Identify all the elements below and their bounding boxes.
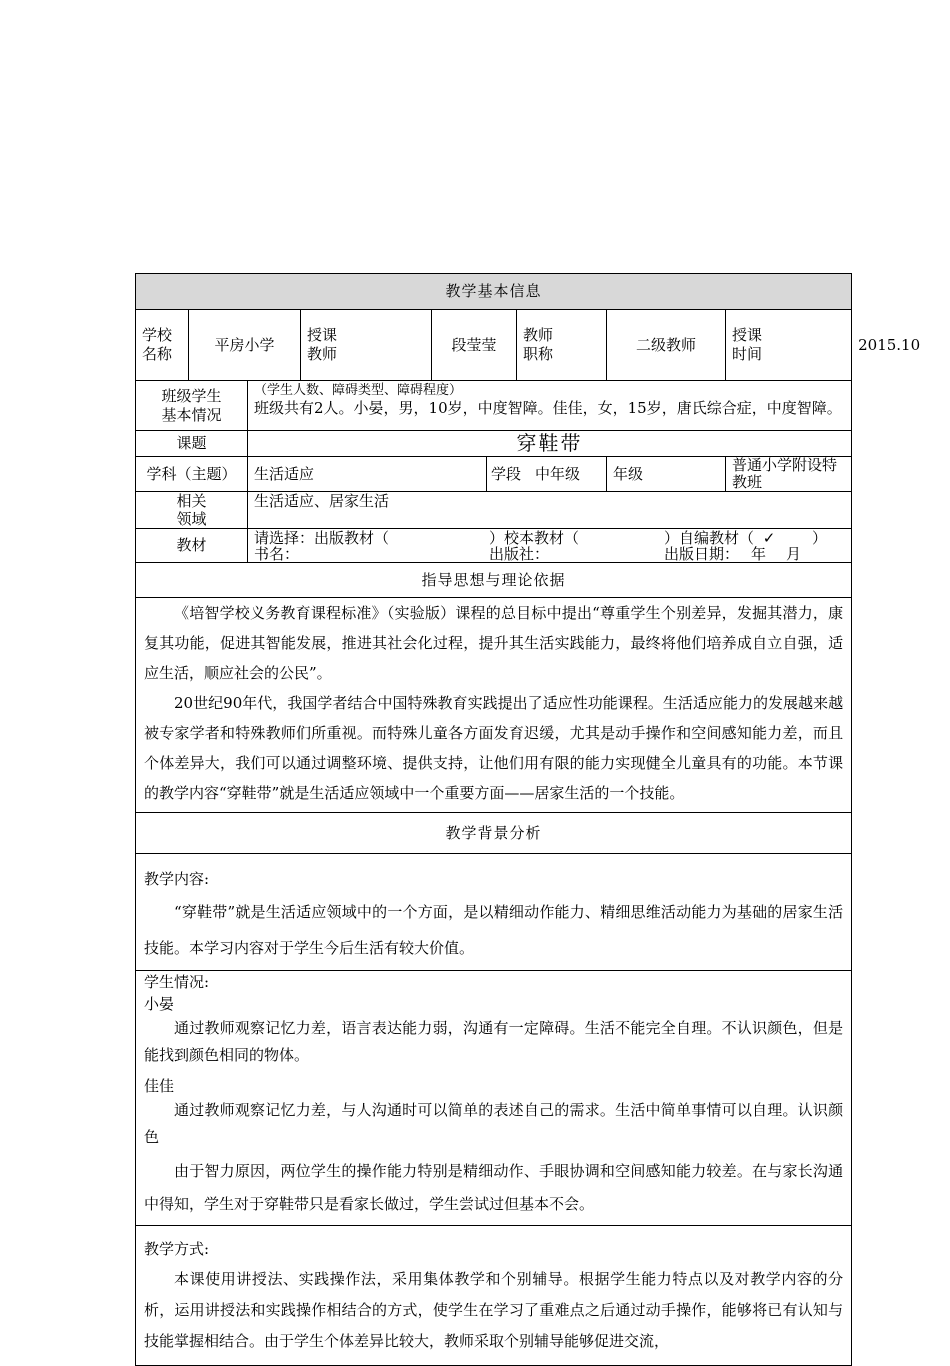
lesson-plan-sheet (135, 273, 921, 1366)
material-book-name: 书名： (254, 545, 300, 563)
material-published: 请选择：出版教材（ (254, 529, 390, 547)
teaching-content-label: 教学内容: (144, 870, 210, 888)
teaching-content-block (136, 854, 852, 971)
material-date: 出版日期： (664, 545, 740, 563)
school-value: 平房小学 (189, 310, 301, 381)
section-header-background: 教学背景分析 (136, 813, 852, 854)
subject-label: 学科（主题） (136, 457, 248, 492)
teaching-content-text: “穿鞋带”就是生活适应领域中的一个方面，是以精细动作能力、精细思维活动能力为基础的居家生活技能。本学习内容对于学生今后生活有较大价值。 (144, 903, 844, 957)
teacher-title-value: 二级教师 (607, 310, 726, 381)
grade-value: 普通小学附设特教班 (726, 457, 852, 492)
class-info-label: 班级学生 基本情况 (136, 381, 248, 431)
teaching-method-label: 教学方式: (144, 1240, 210, 1258)
material-check-icon: ✓ (762, 529, 776, 547)
class-info-text: 班级共有2人。小晏，男，10岁，中度智障。佳佳，女，15岁，唐氏综合症，中度智障。 (254, 399, 842, 418)
material-school: ）校本教材（ (489, 529, 580, 547)
domain-label: 相关 领域 (136, 492, 248, 529)
teacher-label: 授课 教师 (301, 310, 432, 381)
students-block (136, 971, 852, 1226)
time-label: 授课 时间 (726, 310, 852, 381)
student-1-text: 通过教师观察记忆力差，语言表达能力弱，沟通有一定障碍。生活不能完全自理。不认识颜色，但是能找到颜色相同的物体。 (144, 1019, 844, 1064)
section-header-basic-info: 教学基本信息 (136, 274, 852, 310)
section-header-guidance: 指导思想与理论依据 (136, 563, 852, 598)
topic-label: 课题 (136, 431, 248, 457)
student-1-name: 小晏 (144, 995, 175, 1013)
class-info-value (248, 381, 852, 431)
guidance-paragraph-1: 《培智学校义务教育课程标准》（实验版）课程的总目标中提出“尊重学生个别差异，发掘其潜力，康复其功能，促进其智能发展，推进其社会化过程，提升其生活实践能力，最终将他们培养成自立自强，适应生活，顺应社会的公民”。 (144, 604, 844, 682)
guidance-content (136, 598, 852, 813)
material-publisher: 出版社： (489, 545, 550, 563)
material-self: ）自编教材（ (664, 529, 755, 547)
stage-label: 学段 (491, 464, 522, 483)
students-summary: 由于智力原因，两位学生的操作能力特别是精细动作、手眼协调和空间感知能力较差。在与家长沟通中得知，学生对于穿鞋带只是看家长做过，学生尝试过但基本不会。 (144, 1162, 844, 1213)
teacher-value: 段莹莹 (432, 310, 517, 381)
student-2-text: 通过教师观察记忆力差，与人沟通时可以简单的表述自己的需求。生活中简单事情可以自理。认识颜色 (144, 1101, 844, 1146)
teaching-method-block (136, 1226, 852, 1366)
teaching-method-text: 本课使用讲授法、实践操作法，采用集体教学和个别辅导。根据学生能力特点以及对教学内容的分析，运用讲授法和实践操作相结合的方式，使学生在学习了重难点之后通过动手操作，能够将已有认知与技能掌握相结合。由于学生个体差异比较大，教师采取个别辅导能够促进交流， (144, 1270, 844, 1350)
school-label: 学校 名称 (136, 310, 189, 381)
basic-info-table: 教学基本信息 学校 名称 平房小学 授课 教师 段莹莹 教师 职称 二级教师 授课 时间 2015.10 班级学生 基本情况 （学生人数、障碍类型、障碍程度） 班级共有2人。小晏，男，10岁，中度智障。佳佳，女，15岁，唐氏综合症，中度智障。 课题 穿鞋带 学科（主题） 生活适应 学段 中年级 年级 普通小学附设特教班 相关 领域 生活适应、居家生活 教材 请选择：出版教材（ ）校本教材（ ）自编教材（ ✓ ） 书名： 出版社： 出版日期： 年 月 指导思想与理论依据 《培智学校义务教育课程标准》（实验版）课程的总目标中提出“尊重学生个别差异，发掘其潜力，康复其功能，促进其智能发展，推进其社会化过程，提升其生活实践能力，最终将他们培养成自立自强，适应生活，顺应社会的公民”。 20世纪90年代，我国学者结合中国特殊教育实践提出了适应性功能课程。生活适应能力的发展越来越被专家学者和特殊教师们所重视。而特殊儿童各方面发育迟缓，尤其是动手操作和空间感知能力差，而且个体差异大，我们可以通过调整环境、提供支持，让他们用有限的能力实现健全儿童具有的功能。本节课的教学内容“穿鞋带”就是生活适应领域中一个重要方面——居家生活的一个技能。 教学背景分析 教学内容: “穿鞋带”就是生活适应领域中的一个方面，是以精细动作能力、精细思维活动能力为基础的居家生活技能。本学习内容对于学生今后生活有较大价值。 学生情况: 小晏 通过教师观察记忆力差，语言表达能力弱，沟通有一定障碍。生活不能完全自理。不认识颜色，但是能找到颜色相同的物体。 佳佳 通过教师观察记忆力差，与人沟通时可以简单的表述自己的需求。生活中简单事情可以自理。认识颜色 由于智力原因，两位学生的操作能力特别是精细动作、手眼协调和空间感知能力较差。在与家长沟通中得知，学生对于穿鞋带只是看家长做过，学生尝试过但基本不会。 教学方式: 本课使用讲授法、实践操作法，采用集体教学和个别辅导。根据学生能力特点以及对教学内容的分析，运用讲授法和实践操作相结合的方式，使学生在学习了重难点之后通过动手操作，能够将已有认知与技能掌握相结合。由于学生个体差异比较大，教师采取个别辅导能够促进交流， (135, 273, 852, 1366)
subject-value: 生活适应 (248, 457, 487, 492)
grade-label: 年级 (607, 457, 726, 492)
students-label: 学生情况: (144, 973, 210, 991)
material-label: 教材 (136, 529, 248, 563)
teacher-title-label: 教师 职称 (517, 310, 607, 381)
domain-value: 生活适应、居家生活 (248, 492, 852, 529)
guidance-paragraph-2: 20世纪90年代，我国学者结合中国特殊教育实践提出了适应性功能课程。生活适应能力的发展越来越被专家学者和特殊教师们所重视。而特殊儿童各方面发育迟缓，尤其是动手操作和空间感知能力差，而且个体差异大，我们可以通过调整环境、提供支持，让他们用有限的能力实现健全儿童具有的功能。本节课的教学内容“穿鞋带”就是生活适应领域中一个重要方面——居家生活的一个技能。 (144, 694, 844, 802)
topic-value: 穿鞋带 (248, 431, 852, 457)
stage-value: 中年级 (535, 464, 581, 483)
class-info-hint: （学生人数、障碍类型、障碍程度） (254, 383, 463, 398)
student-2-name: 佳佳 (144, 1077, 175, 1095)
material-options: 请选择：出版教材（ ）校本教材（ ）自编教材（ ✓ ） 书名： 出版社： 出版日期： 年 月 (248, 529, 852, 563)
